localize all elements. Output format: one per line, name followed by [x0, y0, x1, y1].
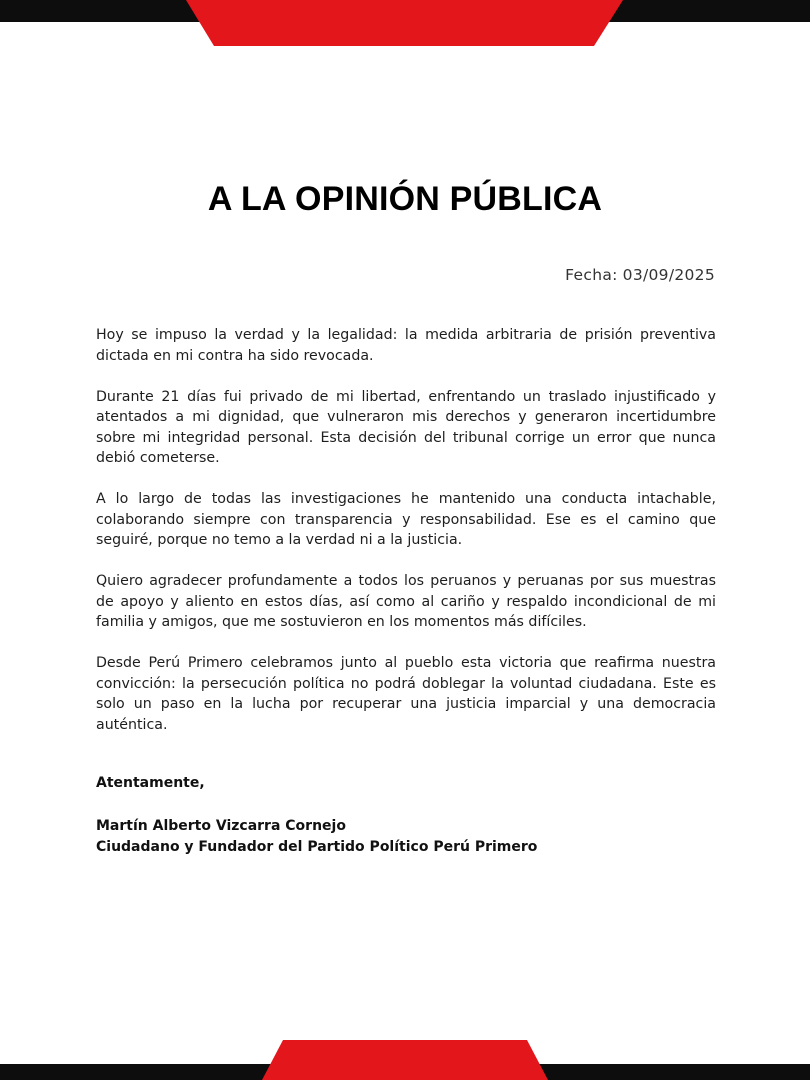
paragraph: Quiero agradecer profundamente a todos los peruanos y peruanas por sus muestras de apoyo y aliento en estos días, así como al cariño y respaldo incondicional de mi familia y amigos, que me sostuvieron en los momentos más difíciles. — [96, 573, 716, 630]
date-line — [565, 266, 715, 284]
page-title: A LA OPINIÓN PÚBLICA — [207, 180, 603, 218]
date-label: Fecha: — [565, 266, 618, 284]
signer-role: Ciudadano y Fundador del Partido Político Perú Primero — [96, 839, 538, 855]
letter-body — [96, 325, 716, 756]
paragraph: Hoy se impuso la verdad y la legalidad: la medida arbitraria de prisión preventiva dictada en mi contra ha sido revocada. — [96, 327, 716, 364]
paragraph: Durante 21 días fui privado de mi libertad, enfrentando un traslado injustificado y atentados a mi dignidad, que vulneraron mis derechos y generaron incertidumbre sobre mi integridad personal. Esta decisión del tribunal corrige un error que nunca debió cometerse. — [96, 388, 716, 466]
bottom-red-trapezoid — [0, 1040, 810, 1080]
paragraph: A lo largo de todas las investigaciones he mantenido una conducta intachable, colaborando siempre con transparencia y responsabilidad. Ese es el camino que seguiré, porque no temo a la verdad ni a la justicia. — [96, 491, 716, 548]
paragraph: Desde Perú Primero celebramos junto al pueblo esta victoria que reafirma nuestra convicción: la persecución política no podrá doblegar la voluntad ciudadana. Este es solo un paso en la lucha por recuperar una justicia imparcial y una democracia auténtica. — [96, 655, 716, 733]
signer-name: Martín Alberto Vizcarra Cornejo — [96, 818, 346, 834]
date-value: 03/09/2025 — [622, 266, 715, 284]
top-red-trapezoid — [0, 0, 810, 46]
closing-salutation: Atentamente, — [96, 775, 205, 791]
signature-block — [96, 816, 537, 858]
